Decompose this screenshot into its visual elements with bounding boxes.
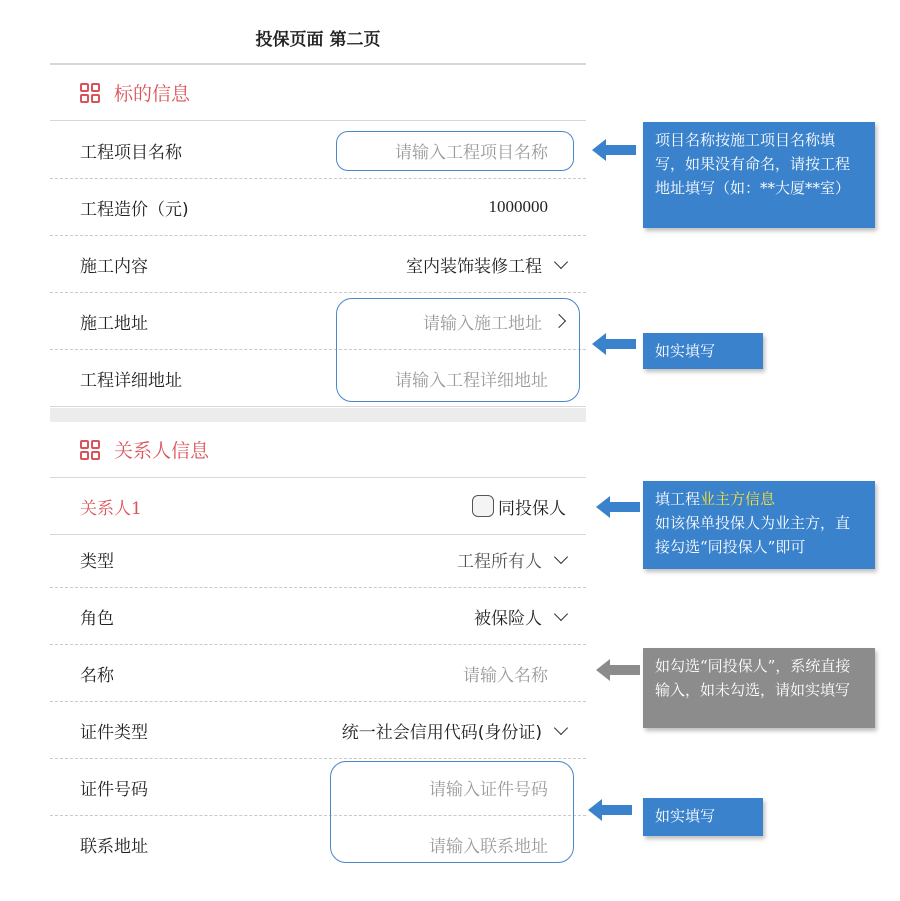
grid-icon (80, 83, 100, 103)
row-type[interactable] (50, 531, 586, 588)
chevron-down-icon[interactable] (554, 254, 568, 268)
construction-address-input[interactable]: 请输入施工地址 (423, 313, 542, 334)
row-construction-content[interactable] (50, 236, 586, 293)
row-contact-address[interactable] (50, 816, 586, 873)
field-label: 证件号码 (80, 779, 148, 800)
field-label: 工程项目名称 (80, 142, 182, 163)
field-label: 施工内容 (80, 256, 148, 277)
project-name-input[interactable]: 请输入工程项目名称 (395, 142, 548, 163)
row-project-name[interactable] (50, 122, 586, 179)
chevron-down-icon[interactable] (554, 720, 568, 734)
note-owner-info-prefix: 填工程 (655, 490, 701, 508)
same-as-insured-label[interactable]: 同投保人 (498, 498, 566, 519)
project-cost-input[interactable]: 1000000 (488, 197, 548, 216)
row-construction-address[interactable] (50, 293, 586, 350)
field-label: 证件类型 (80, 722, 148, 743)
section-title: 关系人信息 (114, 440, 210, 462)
row-contact-1 (50, 478, 586, 535)
note-same-as-hint: 如勾选“同投保人”，系统直接输入，如未勾选，请如实填写 (643, 648, 875, 728)
row-id-type[interactable] (50, 702, 586, 759)
note-owner-info-rest: 如该保单投保人为业主方，直接勾选“同投保人”即可 (655, 514, 851, 556)
id-number-input[interactable]: 请输入证件号码 (429, 779, 548, 800)
note-fill-truthfully: 如实填写 (643, 333, 763, 369)
field-label: 联系地址 (80, 837, 148, 857)
arrow-left-icon (596, 496, 640, 518)
name-input[interactable]: 请输入名称 (463, 665, 548, 686)
section-header-subject-info (50, 65, 586, 121)
contact-label: 关系人1 (80, 498, 142, 519)
role-select[interactable]: 被保险人 (474, 608, 542, 629)
field-label: 工程详细地址 (80, 370, 182, 391)
arrow-left-icon (596, 659, 640, 681)
row-id-number[interactable] (50, 759, 586, 816)
section-header-related-party (50, 422, 586, 478)
section-separator (50, 408, 586, 422)
contact-address-input[interactable]: 请输入联系地址 (429, 837, 548, 857)
chevron-down-icon[interactable] (554, 606, 568, 620)
page-title: 投保页面 第二页 (255, 30, 381, 50)
arrow-left-icon (592, 139, 636, 161)
note-fill-truthfully: 如实填写 (643, 798, 763, 836)
construction-content-select[interactable]: 室内装饰装修工程 (406, 256, 542, 277)
row-project-cost[interactable] (50, 179, 586, 236)
chevron-right-icon[interactable] (552, 314, 566, 328)
arrow-left-icon (592, 333, 636, 355)
field-label: 工程造价（元) (80, 199, 189, 220)
section-title: 标的信息 (114, 83, 191, 105)
field-label: 角色 (80, 608, 114, 629)
field-label: 名称 (80, 665, 114, 686)
chevron-down-icon[interactable] (554, 549, 568, 563)
field-label: 施工地址 (80, 313, 148, 334)
field-label: 类型 (80, 551, 114, 572)
note-project-name: 项目名称按施工项目名称填写，如果没有命名，请按工程地址填写（如：**大厦**室） (643, 122, 875, 228)
row-detailed-address[interactable] (50, 350, 586, 407)
note-owner-info-highlight: 业主方信息 (700, 490, 776, 508)
row-role[interactable] (50, 588, 586, 645)
arrow-left-icon (588, 799, 632, 821)
same-as-insured-checkbox[interactable] (472, 495, 494, 517)
row-name[interactable] (50, 645, 586, 702)
id-type-select[interactable]: 统一社会信用代码(身份证) (341, 722, 542, 743)
detailed-address-input[interactable]: 请输入工程详细地址 (395, 370, 548, 391)
note-owner-info (643, 481, 875, 569)
type-select[interactable]: 工程所有人 (457, 551, 542, 572)
grid-icon (80, 440, 100, 460)
